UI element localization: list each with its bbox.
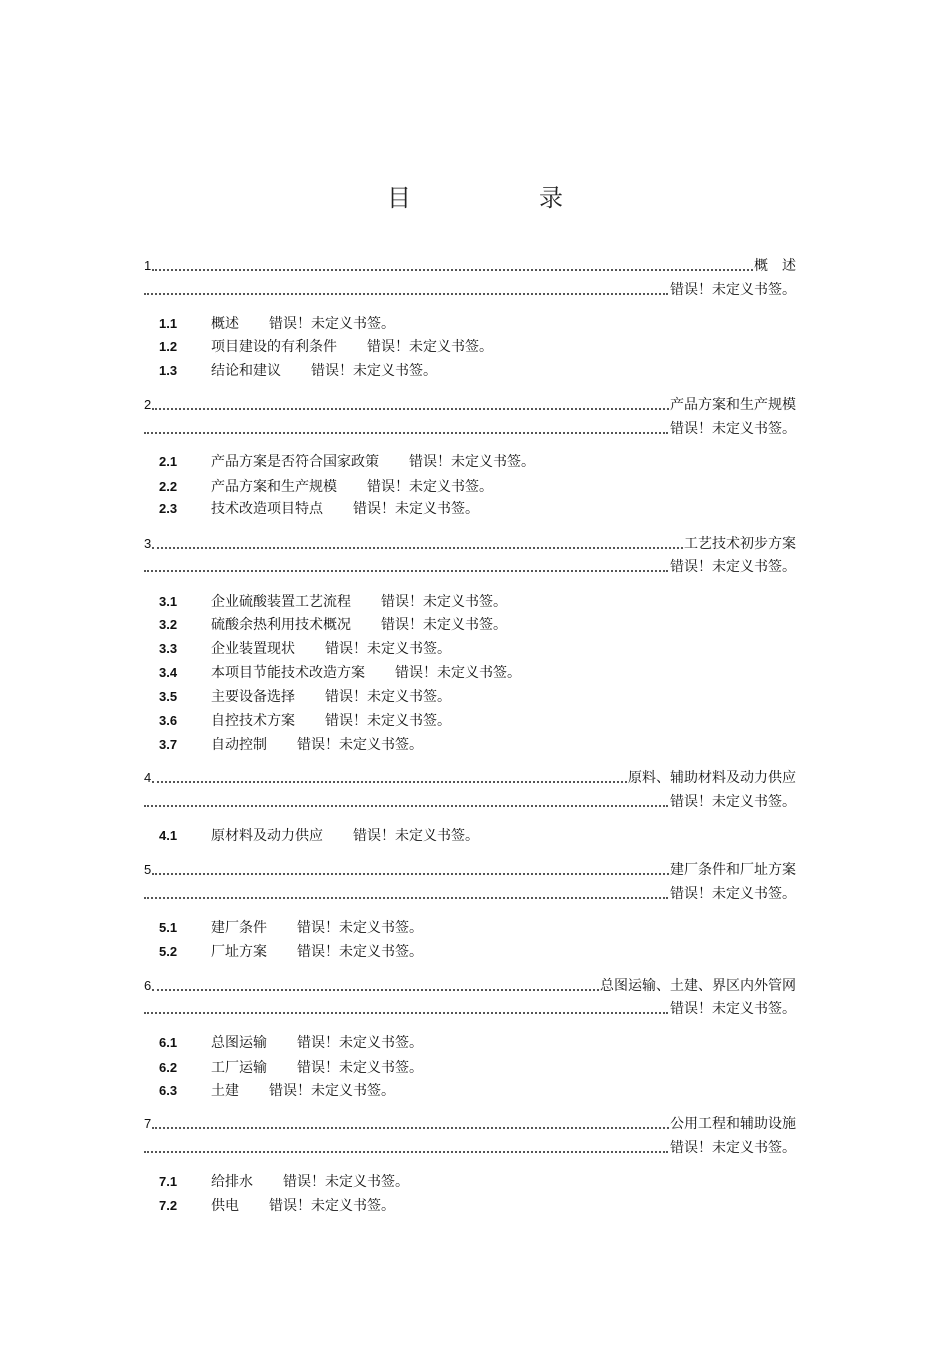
section-title: 自动控制 <box>211 737 267 753</box>
section-number: 5.2 <box>159 944 178 959</box>
bookmark-error: 错误！未定义书签。 <box>381 594 507 610</box>
page-title: 目 录 <box>387 184 615 212</box>
toc-section-3-2[interactable] <box>159 615 507 635</box>
section-title: 总图运输 <box>211 1035 267 1051</box>
dot-leader <box>144 1151 668 1153</box>
toc-section-1-1[interactable] <box>159 314 395 334</box>
section-title: 技术改造项目特点 <box>211 501 323 517</box>
chapter-number: 7 <box>144 1116 152 1131</box>
toc-section-6-2[interactable] <box>159 1058 423 1078</box>
section-title: 硫酸余热利用技术概况 <box>211 617 351 633</box>
section-title: 概述 <box>211 316 239 332</box>
section-number: 3.7 <box>159 737 178 752</box>
toc-chapter-5[interactable] <box>144 859 796 879</box>
section-number: 1.1 <box>159 316 178 331</box>
toc-section-3-6[interactable] <box>159 711 451 731</box>
bookmark-error: 错误！未定义书签。 <box>353 501 479 517</box>
chapter-number: 1 <box>144 258 152 273</box>
toc-section-7-2[interactable] <box>159 1196 395 1216</box>
bookmark-error: 错误！未定义书签。 <box>670 886 796 902</box>
section-title: 项目建设的有利条件 <box>211 339 337 355</box>
bookmark-error: 错误！未定义书签。 <box>297 737 423 753</box>
section-number: 2.2 <box>159 479 178 494</box>
bookmark-error: 错误！未定义书签。 <box>325 689 451 705</box>
dot-leader <box>152 1127 669 1129</box>
toc-section-3-4[interactable] <box>159 663 521 683</box>
bookmark-error: 错误！未定义书签。 <box>269 1198 395 1214</box>
toc-chapter-3-ref <box>144 556 796 576</box>
section-number: 3.3 <box>159 641 178 656</box>
toc-chapter-4-ref <box>144 791 796 811</box>
toc-chapter-5-ref <box>144 883 796 903</box>
toc-section-6-3[interactable] <box>159 1081 395 1101</box>
toc-chapter-2[interactable] <box>144 394 796 414</box>
toc-section-3-1[interactable] <box>159 592 507 612</box>
section-title: 原材料及动力供应 <box>211 828 323 844</box>
toc-section-5-1[interactable] <box>159 918 423 938</box>
toc-section-2-2[interactable] <box>159 477 493 497</box>
section-number: 6.2 <box>159 1060 178 1075</box>
toc-chapter-7-ref <box>144 1137 796 1157</box>
bookmark-error: 错误！未定义书签。 <box>381 617 507 633</box>
dot-leader <box>152 269 753 271</box>
section-number: 3.1 <box>159 594 178 609</box>
section-number: 7.1 <box>159 1174 178 1189</box>
bookmark-error: 错误！未定义书签。 <box>670 282 796 298</box>
section-title: 土建 <box>211 1083 239 1099</box>
bookmark-error: 错误！未定义书签。 <box>367 339 493 355</box>
section-number: 3.6 <box>159 713 178 728</box>
chapter-number: 3 <box>144 536 152 551</box>
dot-leader <box>144 805 668 807</box>
toc-section-2-1[interactable] <box>159 452 535 472</box>
chapter-title: 原料、辅助材料及动力供应 <box>628 770 796 786</box>
section-number: 1.2 <box>159 339 178 354</box>
section-number: 1.3 <box>159 363 178 378</box>
chapter-number: 5 <box>144 862 152 877</box>
dot-leader <box>144 432 668 434</box>
section-number: 7.2 <box>159 1198 178 1213</box>
bookmark-error: 错误！未定义书签。 <box>395 665 521 681</box>
section-title: 工厂运输 <box>211 1060 267 1076</box>
chapter-number: 2 <box>144 397 152 412</box>
toc-section-5-2[interactable] <box>159 942 423 962</box>
bookmark-error: 错误！未定义书签。 <box>325 641 451 657</box>
toc-section-1-3[interactable] <box>159 361 437 381</box>
bookmark-error: 错误！未定义书签。 <box>311 363 437 379</box>
toc-section-4-1[interactable] <box>159 826 479 846</box>
section-title: 厂址方案 <box>211 944 267 960</box>
bookmark-error: 错误！未定义书签。 <box>297 920 423 936</box>
toc-chapter-3[interactable] <box>144 533 796 553</box>
section-number: 2.1 <box>159 454 178 469</box>
section-title: 产品方案和生产规模 <box>211 479 337 495</box>
dot-leader <box>152 873 669 875</box>
chapter-title: 产品方案和生产规模 <box>670 397 796 413</box>
section-number: 5.1 <box>159 920 178 935</box>
dot-leader <box>152 989 599 991</box>
bookmark-error: 错误！未定义书签。 <box>297 944 423 960</box>
toc-section-3-7[interactable] <box>159 735 423 755</box>
toc-section-6-1[interactable] <box>159 1033 423 1053</box>
section-title: 企业装置现状 <box>211 641 295 657</box>
dot-leader <box>144 570 668 572</box>
section-title: 主要设备选择 <box>211 689 295 705</box>
bookmark-error: 错误！未定义书签。 <box>353 828 479 844</box>
bookmark-error: 错误！未定义书签。 <box>670 421 796 437</box>
bookmark-error: 错误！未定义书签。 <box>670 1001 796 1017</box>
toc-chapter-6[interactable] <box>144 975 796 995</box>
dot-leader <box>144 897 668 899</box>
bookmark-error: 错误！未定义书签。 <box>409 454 535 470</box>
toc-section-1-2[interactable] <box>159 337 493 357</box>
section-number: 4.1 <box>159 828 178 843</box>
dot-leader <box>152 781 627 783</box>
toc-section-7-1[interactable] <box>159 1172 409 1192</box>
section-title: 本项目节能技术改造方案 <box>211 665 365 681</box>
dot-leader <box>144 1012 668 1014</box>
chapter-title: 建厂条件和厂址方案 <box>670 862 796 878</box>
toc-chapter-2-ref <box>144 418 796 438</box>
section-title: 供电 <box>211 1198 239 1214</box>
toc-section-3-5[interactable] <box>159 687 451 707</box>
bookmark-error: 错误！未定义书签。 <box>297 1035 423 1051</box>
bookmark-error: 错误！未定义书签。 <box>670 794 796 810</box>
bookmark-error: 错误！未定义书签。 <box>670 1140 796 1156</box>
section-number: 6.3 <box>159 1083 178 1098</box>
bookmark-error: 错误！未定义书签。 <box>367 479 493 495</box>
section-title: 给排水 <box>211 1174 253 1190</box>
toc-chapter-7[interactable] <box>144 1113 796 1133</box>
toc-chapter-6-ref <box>144 998 796 1018</box>
toc-chapter-1-ref <box>144 279 796 299</box>
bookmark-error: 错误！未定义书签。 <box>269 316 395 332</box>
section-number: 3.4 <box>159 665 178 680</box>
chapter-title: 总图运输、土建、界区内外管网 <box>600 978 796 994</box>
bookmark-error: 错误！未定义书签。 <box>670 559 796 575</box>
toc-section-3-3[interactable] <box>159 639 451 659</box>
section-number: 6.1 <box>159 1035 178 1050</box>
dot-leader <box>152 408 669 410</box>
bookmark-error: 错误！未定义书签。 <box>297 1060 423 1076</box>
section-number: 3.5 <box>159 689 178 704</box>
chapter-title: 概 述 <box>754 258 796 274</box>
bookmark-error: 错误！未定义书签。 <box>269 1083 395 1099</box>
toc-chapter-1[interactable] <box>144 255 796 275</box>
section-title: 企业硫酸装置工艺流程 <box>211 594 351 610</box>
section-number: 3.2 <box>159 617 178 632</box>
section-title: 产品方案是否符合国家政策 <box>211 454 379 470</box>
dot-leader <box>144 293 668 295</box>
chapter-number: 6 <box>144 978 152 993</box>
section-number: 2.3 <box>159 501 178 516</box>
toc-chapter-4[interactable] <box>144 767 796 787</box>
bookmark-error: 错误！未定义书签。 <box>283 1174 409 1190</box>
chapter-title: 工艺技术初步方案 <box>684 536 796 552</box>
chapter-title: 公用工程和辅助设施 <box>670 1116 796 1132</box>
chapter-number: 4 <box>144 770 152 785</box>
toc-section-2-3[interactable] <box>159 499 479 519</box>
bookmark-error: 错误！未定义书签。 <box>325 713 451 729</box>
dot-leader <box>152 547 683 549</box>
section-title: 结论和建议 <box>211 363 281 379</box>
section-title: 自控技术方案 <box>211 713 295 729</box>
section-title: 建厂条件 <box>211 920 267 936</box>
